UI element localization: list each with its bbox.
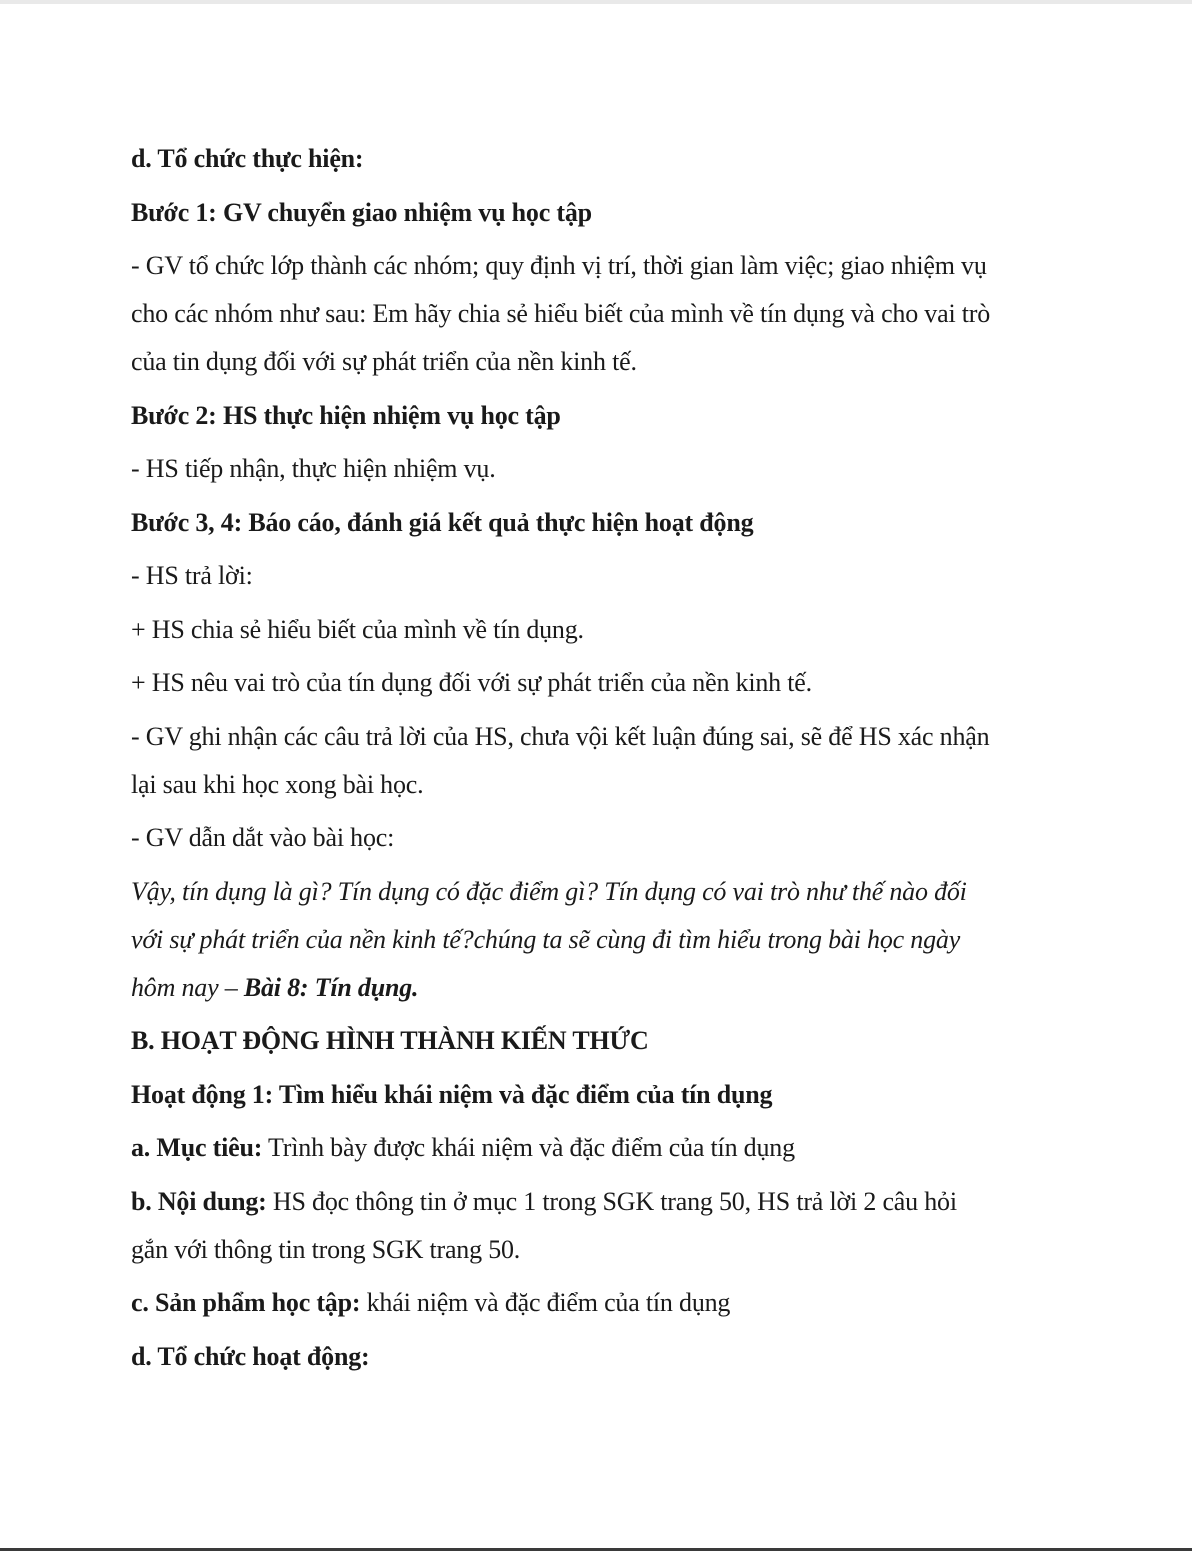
step1-line: của tin dụng đối với sự phát triển của nền kinh tế. xyxy=(131,347,637,376)
lesson-title: Bài 8: Tín dụng. xyxy=(243,972,419,1002)
product-label: c. Sản phẩm học tập: xyxy=(131,1288,361,1317)
hs-point: + HS nêu vai trò của tín dụng đối với sự phát triển của nền kinh tế. xyxy=(131,668,812,697)
objective-line xyxy=(131,1129,1056,1183)
activity1-heading: Hoạt động 1: Tìm hiểu khái niệm và đặc điểm của tín dụng xyxy=(131,1079,773,1109)
intro-paragraph xyxy=(131,873,1056,1023)
objective-label: a. Mục tiêu: xyxy=(131,1133,263,1162)
content-line: gắn với thông tin trong SGK trang 50. xyxy=(131,1234,521,1264)
step34-heading: Bước 3, 4: Báo cáo, đánh giá kết quả thực hiện hoạt động xyxy=(131,507,754,537)
product-line xyxy=(131,1284,1056,1338)
content-paragraph xyxy=(131,1183,1056,1285)
hs-answer: - HS trả lời: xyxy=(131,561,253,590)
intro-line: Vậy, tín dụng là gì? Tín dụng có đặc điểm gì? Tín dụng có vai trò như thế nào đối xyxy=(131,876,967,906)
step2-text: - HS tiếp nhận, thực hiện nhiệm vụ. xyxy=(131,454,496,483)
intro-last-plain: hôm nay – xyxy=(131,972,244,1002)
content-line xyxy=(131,1183,1056,1231)
gv-note-paragraph xyxy=(131,718,1056,820)
product-text: khái niệm và đặc điểm của tín dụng xyxy=(360,1288,731,1317)
step1-line: cho các nhóm như sau: Em hãy chia sẻ hiểu biết của mình về tín dụng và cho vai trò xyxy=(131,299,991,328)
gv-lead: - GV dẫn dắt vào bài học: xyxy=(131,823,395,852)
gv-note-line: - GV ghi nhận các câu trả lời của HS, chưa vội kết luận đúng sai, sẽ để HS xác nhận xyxy=(131,721,990,751)
step2-heading: Bước 2: HS thực hiện nhiệm vụ học tập xyxy=(131,400,561,430)
document-page xyxy=(131,140,1056,1391)
intro-line: với sự phát triển của nền kinh tế?chúng ta sẽ cùng đi tìm hiểu trong bài học ngày xyxy=(131,924,961,954)
step1-line: - GV tổ chức lớp thành các nhóm; quy định vị trí, thời gian làm việc; giao nhiệm vụ xyxy=(131,251,987,280)
gv-note-line: lại sau khi học xong bài học. xyxy=(131,769,424,799)
heading-organization: d. Tổ chức thực hiện: xyxy=(131,144,364,173)
activity-organization-heading: d. Tổ chức hoạt động: xyxy=(131,1341,370,1371)
content-text: HS đọc thông tin ở mục 1 trong SGK trang 50, HS trả lời 2 câu hỏi xyxy=(266,1186,957,1216)
intro-last-line xyxy=(131,969,1056,1023)
content-label: b. Nội dung: xyxy=(131,1186,267,1216)
objective-text: Trình bày được khái niệm và đặc điểm của tín dụng xyxy=(262,1133,795,1162)
step1-heading: Bước 1: GV chuyển giao nhiệm vụ học tập xyxy=(131,197,592,227)
section-b-heading: B. HOẠT ĐỘNG HÌNH THÀNH KIẾN THỨC xyxy=(131,1026,649,1055)
top-edge xyxy=(0,0,1192,4)
step1-paragraph xyxy=(131,247,1056,397)
hs-point: + HS chia sẻ hiểu biết của mình về tín dụng. xyxy=(131,614,584,644)
